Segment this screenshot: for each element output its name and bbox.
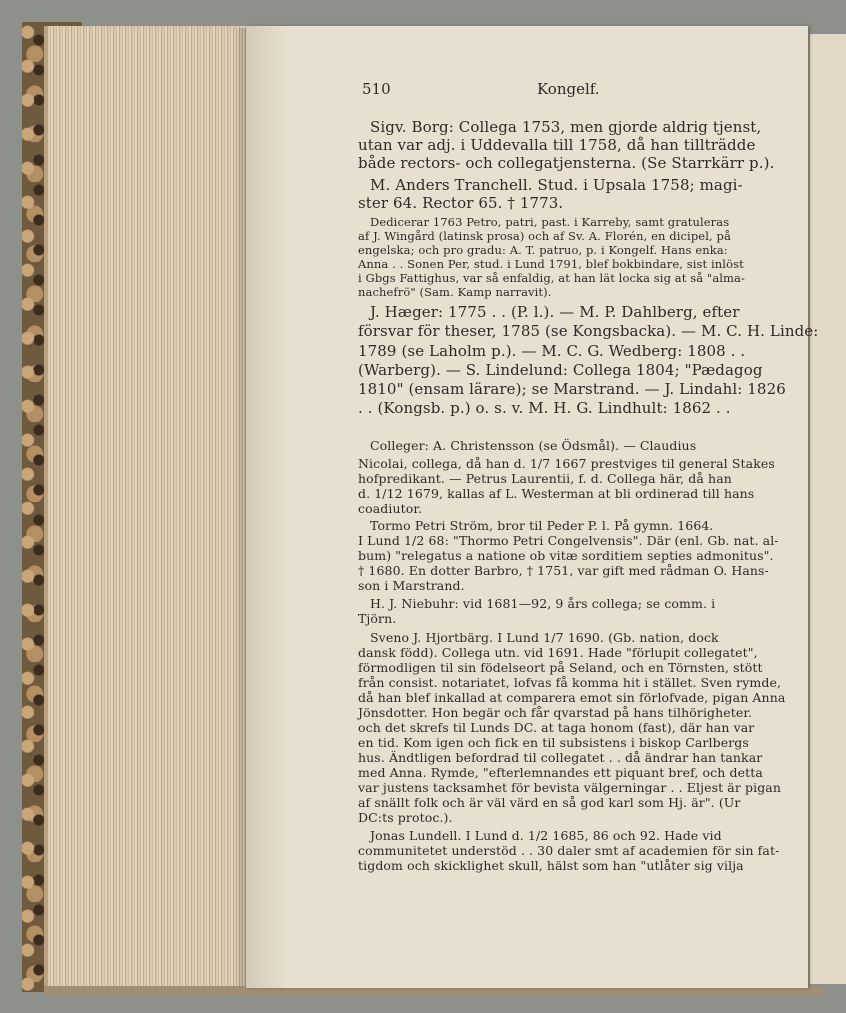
text-line: Tjörn. (358, 611, 397, 626)
text-line: af J. Wingård (latinsk prosa) och af Sv. A. Florén, en dicipel, på (358, 229, 731, 243)
text-line: hofpredikant. — Petrus Laurentii, f. d. Collega här, då han (358, 471, 732, 486)
text-line: Jonas Lundell. I Lund d. 1/2 1685, 86 och 92. Hade vid (370, 828, 722, 843)
text-line: tigdom och skicklighet skull, hälst som han "utlåter sig vilja (358, 858, 744, 873)
text-line: d. 1/12 1679, kallas af L. Westerman at bli ordinerad till hans (358, 486, 755, 501)
text-line: son i Marstrand. (358, 578, 465, 593)
text-line: 1789 (se Laholm p.). — M. C. G. Wedberg: 1808 . . (358, 342, 746, 360)
text-line: DC:ts protoc.). (358, 810, 453, 825)
text-line: † 1680. En dotter Barbro, † 1751, var gift med rådman O. Hans- (358, 563, 769, 578)
text-line: i Gbgs Fattighus, var så enfaldig, at han lät locka sig at så "alma- (358, 271, 746, 285)
text-line: 1810" (ensam lärare); se Marstrand. — J. Lindahl: 1826 (358, 380, 786, 398)
text-line: från consist. notariatet, lofvas få komma hit i stället. Sven rymde, (358, 675, 782, 690)
text-line: engelska; och pro gradu: A. T. patruo, p. i Kongelf. Hans enka: (358, 243, 728, 257)
section-heading-colleger: Colleger: A. Christensson (se Ödsmål). — Claudius (370, 438, 697, 453)
running-head: Kongelf. (537, 80, 600, 98)
text-line: af snällt folk och är väl värd en så god karl som Hj. är". (Ur (358, 795, 741, 810)
text-line: coadiutor. (358, 501, 423, 516)
text-line: J. Hæger: 1775 . . (P. l.). — M. P. Dahlberg, efter (370, 303, 740, 321)
text-line: hus. Ändtligen befordrad til collegatet . . då ändrar han tankar (358, 750, 763, 765)
text-line: försvar för theser, 1785 (se Kongsbacka). — M. C. H. Linde: (358, 322, 819, 340)
text-line: då han blef inkallad at comparera emot sin förlofvade, pigan Anna (358, 690, 786, 705)
text-line: I Lund 1/2 68: "Thormo Petri Congelvensis". Där (enl. Gb. nat. al- (358, 533, 779, 548)
text-line: förmodligen til sin födelseort på Seland, och en Törnsten, stött (358, 660, 763, 675)
page-stack-edge (44, 26, 253, 988)
text-line: Sveno J. Hjortbärg. I Lund 1/7 1690. (Gb. nation, dock (370, 630, 719, 645)
text-line: med Anna. Rymde, "efterlemnandes ett piquant bref, och detta (358, 765, 763, 780)
text-line: Tormo Petri Ström, bror til Peder P. l. På gymn. 1664. (370, 518, 714, 533)
book-page (246, 26, 819, 988)
text-line: . . (Kongsb. p.) o. s. v. M. H. G. Lindhult: 1862 . . (358, 399, 731, 417)
text-line: Sigv. Borg: Collega 1753, men gjorde aldrig tjenst, (370, 118, 762, 136)
text-line: en tid. Kom igen och fick en til subsistens i biskop Carlbergs (358, 735, 749, 750)
right-page-edge (808, 34, 846, 984)
text-line: M. Anders Tranchell. Stud. i Upsala 1758; magi- (370, 176, 743, 194)
text-line: och det skrefs til Lunds DC. at taga honom (fast), där han var (358, 720, 755, 735)
text-line: ster 64. Rector 65. † 1773. (358, 194, 564, 212)
text-line: Nicolai, collega, då han d. 1/7 1667 prestviges til general Stakes (358, 456, 775, 471)
text-line: bum) "relegatus a natione ob vitæ sorditiem septies admonitus". (358, 548, 774, 563)
text-line: utan var adj. i Uddevalla till 1758, då han tillträdde (358, 136, 756, 154)
text-line: dansk född). Collega utn. vid 1691. Hade "förlupit collegatet", (358, 645, 758, 660)
text-line: Jönsdotter. Hon begär och får qvarstad på hans tilhörigheter. (358, 705, 753, 720)
text-line: både rectors- och collegatjensterna. (Se Starrkärr p.). (358, 154, 775, 172)
text-line: Dedicerar 1763 Petro, patri, past. i Karreby, samt gratuleras (370, 215, 730, 229)
text-line: H. J. Niebuhr: vid 1681—92, 9 års collega; se comm. i (370, 596, 716, 611)
text-line: (Warberg). — S. Lindelund: Collega 1804; "Pædagog (358, 361, 763, 379)
text-line: Anna . . Sonen Per, stud. i Lund 1791, blef bokbindare, sist inlöst (358, 257, 744, 271)
page-number: 510 (362, 80, 391, 98)
text-line: nachefrö" (Sam. Kamp narravit). (358, 285, 552, 299)
text-line: var justens tacksamhet för bevista välgerningar . . Eljest är pigan (358, 780, 781, 795)
text-line: communitetet understöd . . 30 daler smt af academien för sin fat- (358, 843, 780, 858)
